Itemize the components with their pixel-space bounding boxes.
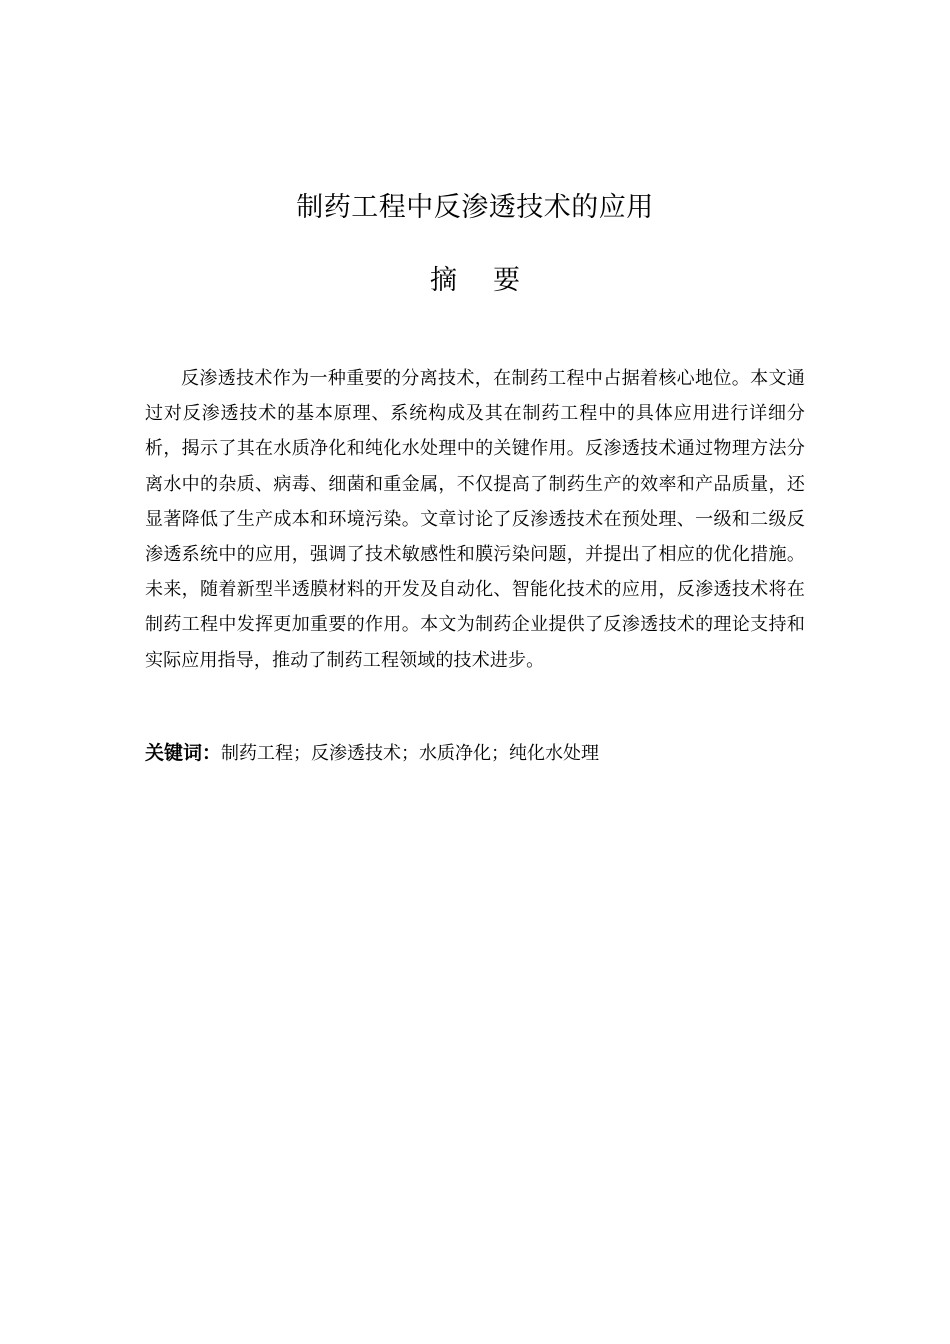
- abstract-heading: 摘要: [430, 265, 556, 296]
- abstract-paragraph: 反渗透技术作为一种重要的分离技术，在制药工程中占据着核心地位。本文通过对反渗透技术的基本原理、系统构成及其在制药工程中的具体应用进行详细分析，揭示了其在水质净化和纯化水处理中的关键作用。反渗透技术通过物理方法分离水中的杂质、病毒、细菌和重金属，不仅提高了制药生产的效率和产品质量，还显著降低了生产成本和环境污染。文章讨论了反渗透技术在预处理、一级和二级反渗透系统中的应用，强调了技术敏感性和膜污染问题，并提出了相应的优化措施。未来，随着新型半透膜材料的开发及自动化、智能化技术的应用，反渗透技术将在制药工程中发挥更加重要的作用。本文为制药企业提供了反渗透技术的理论支持和实际应用指导，推动了制药工程领域的技术进步。: [145, 368, 805, 671]
- keywords-line: [145, 736, 805, 771]
- keywords-label: 关键词：: [145, 742, 222, 764]
- document-title: 制药工程中反渗透技术的应用: [296, 192, 654, 223]
- keywords-list: 制药工程；反渗透技术；水质净化；纯化水处理: [221, 743, 600, 764]
